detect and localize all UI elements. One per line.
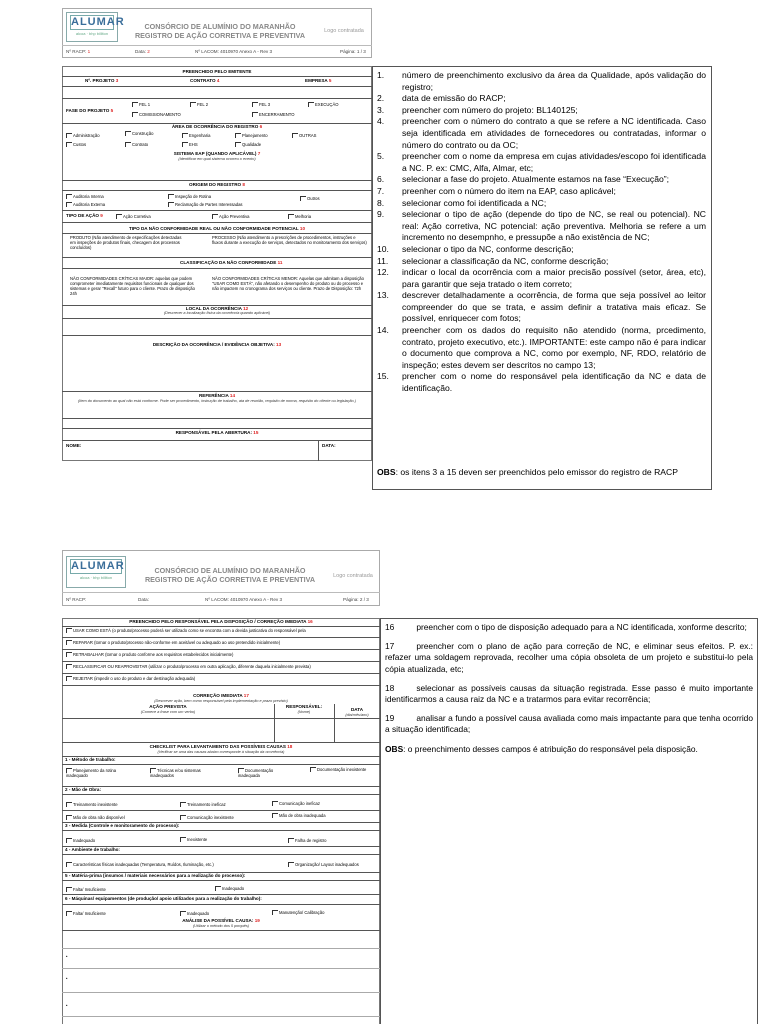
emitente-title: PREENCHIDO PELO EMITENTE: [182, 69, 252, 74]
instruction-text: analisar a fundo a possível causa avaliada como mais impactante para que tenha ocorrido a situação identificada;: [385, 713, 753, 735]
company-logo: ALUMAR alcoa · bhp billiton: [66, 556, 126, 588]
instruction-number: 16: [385, 622, 395, 632]
fase-option[interactable]: FEL 1: [132, 102, 150, 107]
instruction-number: 9.: [377, 209, 385, 220]
instruction-item: [377, 116, 706, 151]
class-menor[interactable]: NÃO CONFORMIDADES CRÍTICAS MENOR: Aquelas que admitam a disposição "USAR COMO ESTÁ", não afetando o desempenho do produto ou do processo e não impactem no cronograma dos serviços ou cliente. Prazo de Disposição: 72h: [212, 276, 364, 291]
instruction-number: 6.: [377, 174, 385, 185]
page2-title: CONSÓRCIO DE ALUMÍNIO DO MARANHÃO REGISTRO DE AÇÃO CORRETIVA E PREVENTIVA: [144, 566, 316, 584]
fase-option[interactable]: COMISSIONAMENTO: [132, 112, 181, 117]
mao-obra-option[interactable]: Treinamento inexistente: [66, 802, 118, 807]
instruction-text: número de preenchimento exclusivo da área da Qualidade, após validação do registro;: [402, 70, 706, 92]
instruction-number: 15.: [377, 371, 389, 382]
instruction-number: 3.: [377, 104, 385, 115]
instruction-text: preencher com o tipo de disposição adequado para a NC identificada, xonforme descrito;: [416, 622, 747, 632]
instruction-number: 5.: [377, 151, 385, 162]
area-option[interactable]: Administração: [66, 133, 100, 138]
instruction-number: 4.: [377, 116, 385, 127]
area-option[interactable]: Custos: [66, 142, 86, 147]
instruction-text: descrever detalhadamente a ocorrência, de forma que seja possível ao leitor compreender do que se trata, e assim definir a tratativa mais eficaz. Se possível, enriquecer com fotos;: [402, 290, 706, 324]
instruction-text: selecionar a fase do projeto. Atualmente estamos na fase “Execução”;: [402, 174, 670, 185]
mao-obra-option[interactable]: Comunicação ineficaz: [272, 801, 320, 806]
fase-option[interactable]: ENCERRAMENTO: [252, 112, 295, 117]
correcao-hint: (Descrever ação, bem como responsável pela implementação e prazo previsto): [154, 699, 288, 703]
disposicao-option[interactable]: RECLASSIFICAR OU REAPROVEITAR (utilizar o produto/processo em outra aplicação, diferente daquela inicialmente prevista): [66, 664, 376, 669]
tipo-nc-processo[interactable]: PROCESSO (Não atendimento a prescrições de procedimentos, instruções e fluxos durante a execução de serviços, detectados no monitoramento dos serviços): [212, 235, 367, 245]
disposicao-option[interactable]: RETRABALHAR (tornar o produto conforme aos requisitos estabelecidos inicialmente): [66, 652, 376, 657]
instruction-text: selecionar o tipo da NC, conforme descrição;: [402, 243, 574, 254]
instruction-text: preencher com o plano de ação para correção de NC, e eliminar seus efeitos. P. ex.: refazer uma soldagem reprovada, recolher uma cópia obsoleta de um projeto e substitui-lo pela cópia atualizada, etc;: [385, 641, 753, 674]
instruction-number: 11.: [377, 255, 389, 266]
page-counter: Página: 1 / 3: [340, 49, 366, 54]
instruction-number: 19: [385, 713, 395, 724]
area-option[interactable]: Construção: [125, 131, 153, 136]
fase-option[interactable]: EXECUÇÃO: [308, 102, 339, 107]
mao-obra-option[interactable]: Comunicação inexistente: [180, 815, 234, 820]
responsavel-title: RESPONSÁVEL PELA ABERTURA: 15: [175, 430, 259, 435]
tipo-nc-produto[interactable]: PRODUTO (Não atendimento de especificações detectadas em inspeções de produtos finais, checagem dos processos concluídos): [70, 235, 182, 250]
acao-prevista-label: AÇÃO PREVISTA: [149, 704, 187, 709]
local-hint: (Descrever a localização física da ocorrência quando aplicável): [163, 311, 271, 315]
mao-obra-option[interactable]: Treinamento ineficaz: [180, 802, 226, 807]
instruction-number: 2.: [377, 93, 385, 104]
analise-title: ANÁLISE DA POSSÍVEL CAUSA: 19: [182, 918, 260, 923]
instruction-item: [385, 641, 753, 675]
instruction-item: [377, 267, 706, 290]
instruction-number: 1.: [377, 70, 385, 80]
instruction-item: [377, 186, 706, 198]
metodo-option[interactable]: Documentação inexistente: [310, 767, 370, 772]
instruction-text: preencher com o número do contrato a que se refere a NC identificada. Caso seja identificada em atividades de fornecedores ou contratadas, informar o número do contrato ou da OC;: [402, 116, 706, 150]
area-option[interactable]: OUTRAS: [292, 133, 316, 138]
logo-subtext: alcoa · bhp billiton: [75, 31, 109, 36]
checklist-title: CHECKLIST PARA LEVANTAMENTO DAS POSSÍVEIS CAUSAS 18: [149, 744, 293, 749]
instruction-text: prencher com o nome do responsável pela identificação da NC e data de identificação.: [402, 371, 706, 394]
instruction-text: preencher com os dados do requisito não atendido (norma, prcedimento, contrato, projeto executivo, etc.). IMPORTANTE: este campo não é para indicar o documento que comprova a NC, como por exemplo, NF, RDO, relatório de inspeção; estes devem ser descritos no campo 13;: [402, 325, 706, 370]
tipo-acao-label: TIPO DE AÇÃO 9: [66, 213, 103, 218]
why-bullet: •: [66, 976, 68, 981]
page1-title: [125, 22, 315, 40]
tipo-nc-title: TIPO DA NÃO CONFORMIDADE REAL OU NÃO CONFORMIDADE POTENCIAL 10: [128, 226, 306, 231]
instruction-number: 8.: [377, 197, 385, 208]
fase-label: FASE DO PROJETO 5: [66, 108, 114, 113]
section-materia-prima: 5 - Matéria-prima (insumos / materiais necessários para a realização do processo):: [65, 873, 246, 878]
instruction-item: [377, 198, 706, 210]
fase-option[interactable]: FEL 3: [252, 102, 270, 107]
area-option[interactable]: Qualidade: [235, 142, 261, 147]
lacom-ref: Nº LACOM: 4010970 Anexo A - Rev 3: [205, 597, 283, 602]
ambiente-option[interactable]: Características físicas inadequadas (Temperatura, Ruídos, Iluminação, etc.): [66, 862, 214, 867]
instruction-item: [377, 256, 706, 268]
instruction-item: [377, 325, 706, 371]
materia-option[interactable]: Inadequado: [215, 886, 244, 891]
maquinas-option[interactable]: Inadequado: [180, 911, 209, 916]
section-mao-de-obra: 2 - Mão de Obra:: [65, 787, 101, 792]
disposicao-option[interactable]: USAR COMO ESTÁ (o produto/processo poderá ser utilizado como se encontra com a devida justicativa do responsável pela: [66, 628, 376, 633]
area-title: ÁREA DE OCORRÊNCIA DO REGISTRO 6: [171, 124, 263, 129]
instruction-item: [377, 244, 706, 256]
nome-label: NOME:: [66, 443, 82, 448]
class-maior[interactable]: NÃO CONFORMIDADES CRÍTICAS MAIOR: aquelas que podem comprometer imediatamente requisitos funcionais de qualquer dos sistemas e gerar "Recall" futuro para o cliente. Prazo de disposição 24h: [70, 276, 195, 296]
instruction-item: [385, 713, 753, 735]
origem-option[interactable]: Reclamação de Partes Interessadas: [168, 202, 243, 207]
origem-title: ORIGEM DO REGISTRO 8: [189, 182, 245, 187]
instruction-item: [377, 70, 706, 93]
instruction-number: 17: [385, 641, 395, 652]
instructions-list: [377, 70, 706, 395]
data-label: DATA:: [322, 443, 336, 448]
instruction-number: 10.: [377, 243, 389, 254]
checklist-hint: (Verificar se uma das causas abaixo corresponde à situação da ocorrência): [157, 750, 285, 754]
page1-instructions-panel: [372, 66, 712, 490]
instruction-text: indicar o local da ocorrência com a maior precisão possível (setor, área, etc), para garantir que seja tratado o item correto;: [402, 267, 706, 289]
instruction-item: [377, 93, 706, 105]
contractor-logo: Logo contratada: [324, 28, 364, 34]
eap-hint: (Identificar em qual sistema ocorreu o evento): [178, 157, 256, 161]
contractor-logo: Logo contratada: [333, 573, 373, 579]
instruction-item: [385, 683, 753, 705]
area-option[interactable]: EHS: [182, 142, 198, 147]
instruction-number: 18: [385, 682, 395, 693]
medida-option[interactable]: Falha de registro: [288, 838, 326, 843]
obs-note: OBS: os itens 3 a 15 deven ser preenchidos pelo emissor do registro de RACP: [377, 467, 678, 477]
instruction-text: preencher com o nome da empresa em cujas atividades/escopo foi identificada a NC. P. ex: CMC, Alfa, Almar, etc;: [402, 151, 706, 173]
fase-option[interactable]: FEL 2: [190, 102, 208, 107]
mao-obra-option[interactable]: Mão de obra inadequada: [272, 813, 326, 818]
contrato-label: CONTRATO 4: [190, 78, 220, 83]
section-medida: 3 - Medida (Controle e monitoramento do processo):: [65, 823, 180, 828]
racp-date: Data:: [138, 597, 149, 602]
instruction-text: selecionar o tipo de ação (depende do tipo de NC, se real ou potencial). NC real: Ação corretiva, NC potencial: ação preventiva. Melhoria se refere a um incremento no desempnho, e pressupõe a não existência de NC;: [402, 209, 706, 243]
page2-instructions-panel: [380, 618, 758, 1024]
referencia-title: REFERÊNCIA 14: [198, 393, 236, 398]
area-option[interactable]: Contrato: [125, 142, 148, 147]
section-ambiente: 4 - Ambiente de trabalho:: [65, 847, 120, 852]
origem-option[interactable]: Auditoria Externa: [66, 202, 105, 207]
correcao-title: CORREÇÃO IMEDIATA 17: [193, 693, 249, 698]
racp-date: Data: 2: [135, 49, 150, 54]
instruction-item: [377, 174, 706, 186]
materia-option[interactable]: Falta/ Insuficiente: [66, 887, 106, 892]
metodo-option[interactable]: Documentação inadequada: [238, 768, 274, 778]
racp-number: Nº RACP:: [66, 597, 87, 602]
responsavel-hint: (Nome): [297, 710, 311, 714]
class-title: CLASSIFICAÇÃO DA NÃO CONFORMIDADE 11: [180, 260, 283, 265]
maquinas-option[interactable]: Manutenção/ Calibração: [272, 910, 324, 915]
instruction-item: [377, 151, 706, 174]
lacom-ref: Nº LACOM: 4010970 Anexo A - Rev 3: [195, 49, 273, 54]
instruction-item: [385, 622, 753, 633]
descricao-title: DESCRIÇÃO DA OCORRÊNCIA / EVIDÊNCIA OBJETIVA: 13: [152, 342, 282, 347]
instruction-number: 7.: [377, 185, 385, 196]
data-col-label: DATA: [350, 707, 364, 712]
instruction-number: 13.: [377, 290, 389, 301]
instruction-item: [377, 290, 706, 325]
instructions-list: [385, 622, 753, 736]
mao-obra-option[interactable]: Mão de obra não disponível: [66, 815, 125, 820]
responsavel-label: RESPONSÁVEL:: [285, 704, 323, 709]
tipo-acao-option[interactable]: Ação Preventiva: [212, 214, 250, 219]
maquinas-option[interactable]: Falta/ Insuficiente: [66, 911, 106, 916]
racp-number: Nº RACP: 1: [66, 49, 91, 54]
origem-option[interactable]: Outros: [300, 196, 320, 201]
section-metodo: 1 - Método de trabalho:: [65, 757, 116, 762]
instruction-item: [377, 209, 706, 244]
origem-option[interactable]: Inspeção de Rotina: [168, 194, 211, 199]
title-line1: CONSÓRCIO DE ALUMÍNIO DO MARANHÃO: [144, 22, 296, 31]
disposicao-title: PREENCHIDO PELO RESPONSÁVEL PELA DISPOSIÇÃO / CORREÇÃO IMEDIATA 16: [129, 619, 313, 624]
page-counter: Página: 2 / 3: [343, 597, 369, 602]
instruction-text: selecionar a classificação da NC, conforme descrição;: [402, 255, 609, 266]
instruction-number: 12.: [377, 267, 389, 278]
instruction-text: selecionar as possíveis causas da situação registrada. Esse passo é muito importante identificarmos a causa raiz da NC e a tratarmos para evitar recorrência;: [385, 682, 753, 705]
eap-title: SISTEMA EAP (QUANDO APLICÁVEL) 7: [173, 151, 261, 156]
instruction-text: preencher com número do projeto: BL140125;: [402, 104, 578, 115]
area-option[interactable]: Engenharia: [182, 133, 210, 138]
instruction-text: selecionar como foi identificada a NC;: [402, 197, 547, 208]
why-bullet: •: [66, 954, 68, 959]
projeto-label: Nº. PROJETO 3: [85, 78, 119, 83]
disposicao-option[interactable]: REPARAR (tornar o produto/processo não-conforme em aceitável ou adequado ao uso pretendido inicialmente): [66, 640, 376, 645]
title-line2: REGISTRO DE AÇÃO CORRETIVA E PREVENTIVA: [134, 31, 306, 40]
logo-text: ALUMAR: [71, 16, 125, 28]
tipo-acao-option[interactable]: Ação Corretiva: [116, 214, 151, 219]
obs-note: OBS: o preenchimento desses campos é atribuição do responsável pela disposição.: [385, 743, 698, 754]
medida-option[interactable]: Inexistente: [180, 837, 207, 842]
medida-option[interactable]: Inadequado: [66, 838, 95, 843]
metodo-option[interactable]: Técnicas e/ou sistemas inadequados: [150, 768, 201, 778]
empresa-label: EMPRESA 5: [305, 78, 332, 83]
instruction-item: [377, 105, 706, 117]
analise-hint: (Utilizar o método dos 5 porquês): [192, 924, 250, 928]
metodo-option[interactable]: Planejamento da rotina inadequado: [66, 768, 117, 778]
section-maquinas: 6 - Máquinas/ equipamentos (de produção/ apoio utilizados para a realização do trabalho):: [65, 896, 262, 901]
instruction-item: [377, 371, 706, 394]
disposicao-option[interactable]: REJEITAR (impedir o uso do produto e dar destinação adequada): [66, 676, 376, 681]
instruction-text: preenher com o número do item na EAP, caso aplicável;: [402, 185, 616, 196]
area-option[interactable]: Planejamento: [235, 133, 268, 138]
instruction-text: data de emissão do RACP;: [402, 93, 506, 104]
ambiente-option[interactable]: Organização/ Layout inadequados: [288, 862, 359, 867]
tipo-acao-option[interactable]: Melhoria: [288, 214, 311, 219]
why-bullet: •: [66, 1003, 68, 1008]
local-title: LOCAL DA OCORRÊNCIA 12: [185, 306, 249, 311]
instruction-number: 14.: [377, 325, 389, 336]
data-col-hint: (dia/mês/ano): [345, 713, 369, 717]
origem-option[interactable]: Auditoria Interna: [66, 194, 104, 199]
acao-prevista-hint: (Comece a frase com um verbo): [140, 710, 196, 714]
company-logo: [66, 12, 125, 42]
referencia-hint: (Item do documento ao qual não está conforme. Pode ser procedimento, instrução de trabalho, ata de reunião, requisito de norma, requisito do cliente ou legislação.): [78, 399, 356, 403]
